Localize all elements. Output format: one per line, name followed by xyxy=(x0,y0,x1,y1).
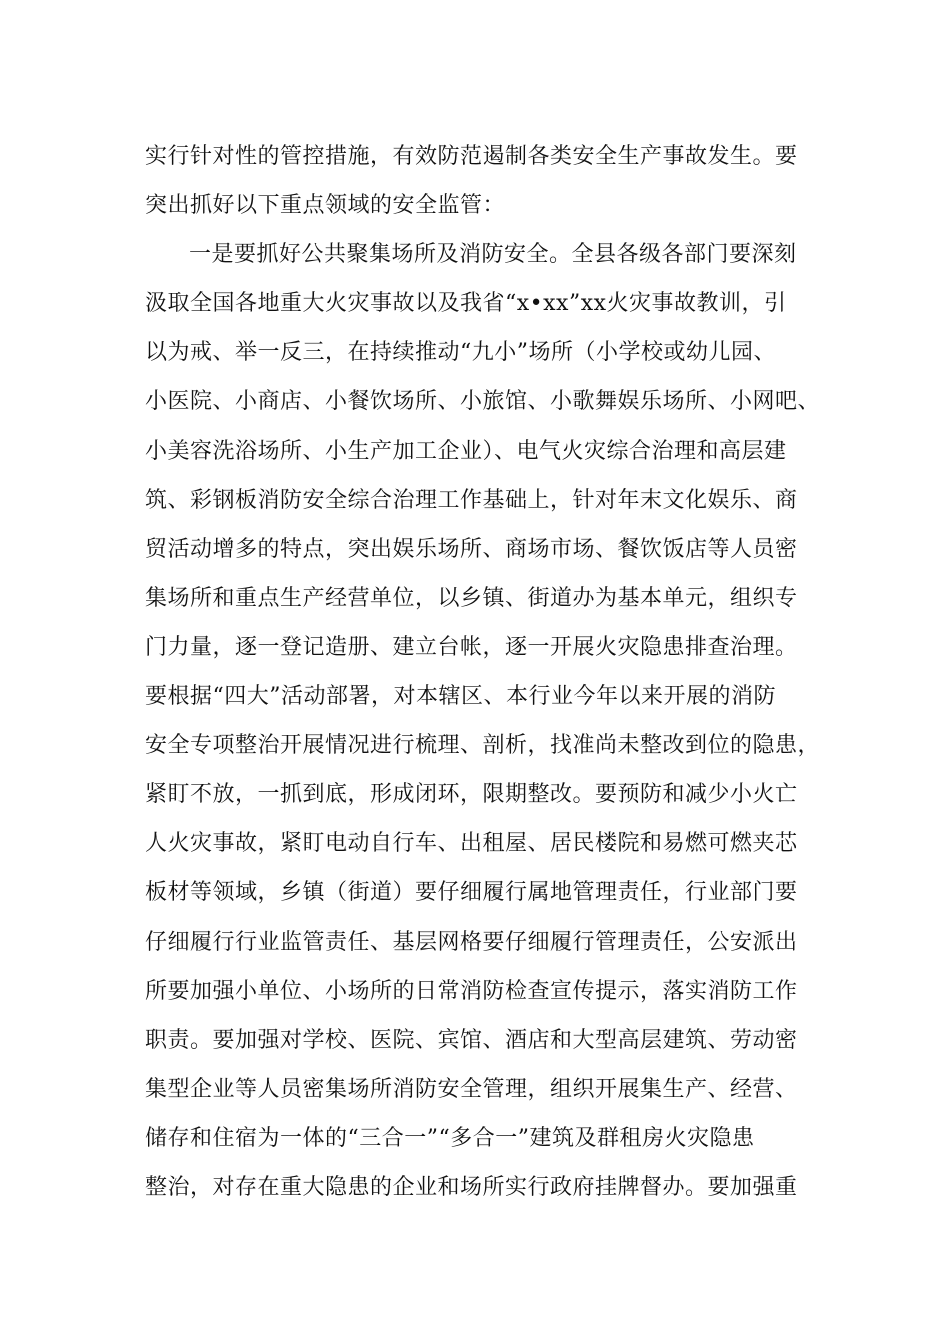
text-line: 储存和住宿为一体的“三合一”“多合一”建筑及群租房火灾隐患 xyxy=(145,1125,755,1151)
text-line: 突出抓好以下重点领域的安全监管： xyxy=(145,193,506,219)
text-line: 集场所和重点生产经营单位，以乡镇、街道办为基本单元，组织专 xyxy=(145,585,798,611)
text-line: 整治，对存在重大隐患的企业和场所实行政府挂牌督办。要加强重 xyxy=(145,1174,798,1200)
text-line: 人火灾事故，紧盯电动自行车、出租屋、居民楼院和易燃可燃夹芯 xyxy=(145,831,798,857)
body-text xyxy=(145,132,821,1212)
text-line: 实行针对性的管控措施，有效防范遏制各类安全生产事故发生。要 xyxy=(145,144,798,169)
text-line: 小医院、小商店、小餐饮场所、小旅馆、小歌舞娱乐场所、小网吧、 xyxy=(145,389,821,415)
text-line: 仔细履行行业监管责任、基层网格要仔细履行管理责任，公安派出 xyxy=(145,929,798,955)
text-line: 集型企业等人员密集场所消防安全管理，组织开展集生产、经营、 xyxy=(145,1076,798,1102)
text-line: 所要加强小单位、小场所的日常消防检查宣传提示，落实消防工作 xyxy=(145,978,798,1004)
text-line: 板材等领域，乡镇（街道）要仔细履行属地管理责任，行业部门要 xyxy=(145,880,798,906)
text-line: 小美容洗浴场所、小生产加工企业）、电气火灾综合治理和高层建 xyxy=(145,438,787,464)
text-line: 要根据“四大”活动部署，对本辖区、本行业今年以来开展的消防 xyxy=(145,684,776,710)
text-line: 职责。要加强对学校、医院、宾馆、酒店和大型高层建筑、劳动密 xyxy=(145,1027,798,1053)
text-line: 紧盯不放，一抓到底，形成闭环，限期整改。要预防和减少小火亡 xyxy=(145,782,798,808)
text-line: 汲取全国各地重大火灾事故以及我省“x•xx”xx火灾事故教训，引 xyxy=(145,291,787,317)
text-line: 贸活动增多的特点，突出娱乐场所、商场市场、餐饮饭店等人员密 xyxy=(145,536,798,562)
text-line: 安全专项整治开展情况进行梳理、剖析，找准尚未整改到位的隐患， xyxy=(145,733,821,759)
text-line: 门力量，逐一登记造册、建立台帐，逐一开展火灾隐患排查治理。 xyxy=(145,634,798,660)
text-line: 筑、彩钢板消防安全综合治理工作基础上，针对年末文化娱乐、商 xyxy=(145,487,798,513)
paragraph-first-line: 一是要抓好公共聚集场所及消防安全。全县各级各部门要深刻 xyxy=(189,242,797,268)
text-line: 以为戒、举一反三，在持续推动“九小”场所（小学校或幼儿园、 xyxy=(145,340,776,366)
